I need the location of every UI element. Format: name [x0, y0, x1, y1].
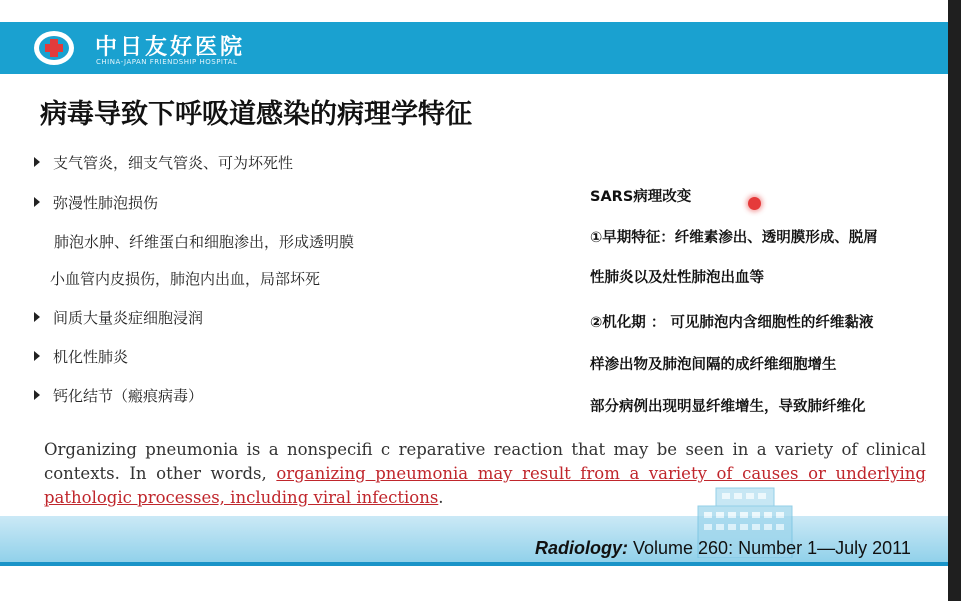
english-quote-line: pathologic processes, including viral infections. [44, 488, 444, 507]
screen-edge [948, 0, 961, 601]
bullet-item: 机化性肺炎 [34, 346, 128, 367]
highlighted-text: organizing pneumonia may result from a variety of causes or underlying [276, 464, 926, 483]
bullet-triangle-icon [34, 197, 40, 207]
bullet-triangle-icon [34, 390, 40, 400]
sub-item: 小血管内皮损伤，肺泡内出血，局部坏死 [50, 270, 321, 288]
bullet-triangle-icon [34, 157, 40, 167]
bullet-item: 钙化结节（瘢痕病毒） [34, 385, 203, 406]
english-quote-line: contexts. In other words, organizing pneumonia may result from a variety of causes or underlying [44, 464, 926, 483]
bullet-item: 间质大量炎症细胞浸润 [34, 307, 203, 328]
laser-pointer-dot [748, 197, 761, 210]
hospital-name-en: CHINA-JAPAN FRIENDSHIP HOSPITAL [96, 58, 238, 66]
hospital-logo-icon [32, 28, 76, 68]
sars-line: 性肺炎以及灶性肺泡出血等 [590, 270, 764, 286]
bullet-triangle-icon [34, 312, 40, 322]
sars-line: ①早期特征：纤维素渗出、透明膜形成、脱屑 [590, 230, 878, 246]
slide-title: 病毒导致下呼吸道感染的病理学特征 [40, 99, 472, 130]
sars-title: SARS病理改变 [590, 189, 692, 205]
sars-line: 部分病例出现明显纤维增生，导致肺纤维化 [590, 399, 866, 415]
english-quote-line: Organizing pneumonia is a nonspecifi c reparative reaction that may be seen in a variety of clinical [44, 440, 926, 459]
bullet-item: 支气管炎，细支气管炎、可为坏死性 [34, 152, 293, 173]
sars-line: 样渗出物及肺泡间隔的成纤维细胞增生 [590, 357, 837, 373]
sub-item: 肺泡水肿、纤维蛋白和细胞渗出，形成透明膜 [54, 233, 355, 251]
bullet-item: 弥漫性肺泡损伤 [34, 192, 158, 213]
hospital-name: 中日友好医院 [95, 34, 246, 60]
bullet-triangle-icon [34, 351, 40, 361]
highlighted-text: pathologic processes, including viral infections [44, 488, 439, 507]
citation: Radiology: Volume 260: Number 1—July 2011 [535, 538, 911, 558]
footer-stripe [0, 562, 948, 566]
sars-line: ②机化期 ： 可见肺泡内含细胞性的纤维黏液 [590, 315, 874, 331]
